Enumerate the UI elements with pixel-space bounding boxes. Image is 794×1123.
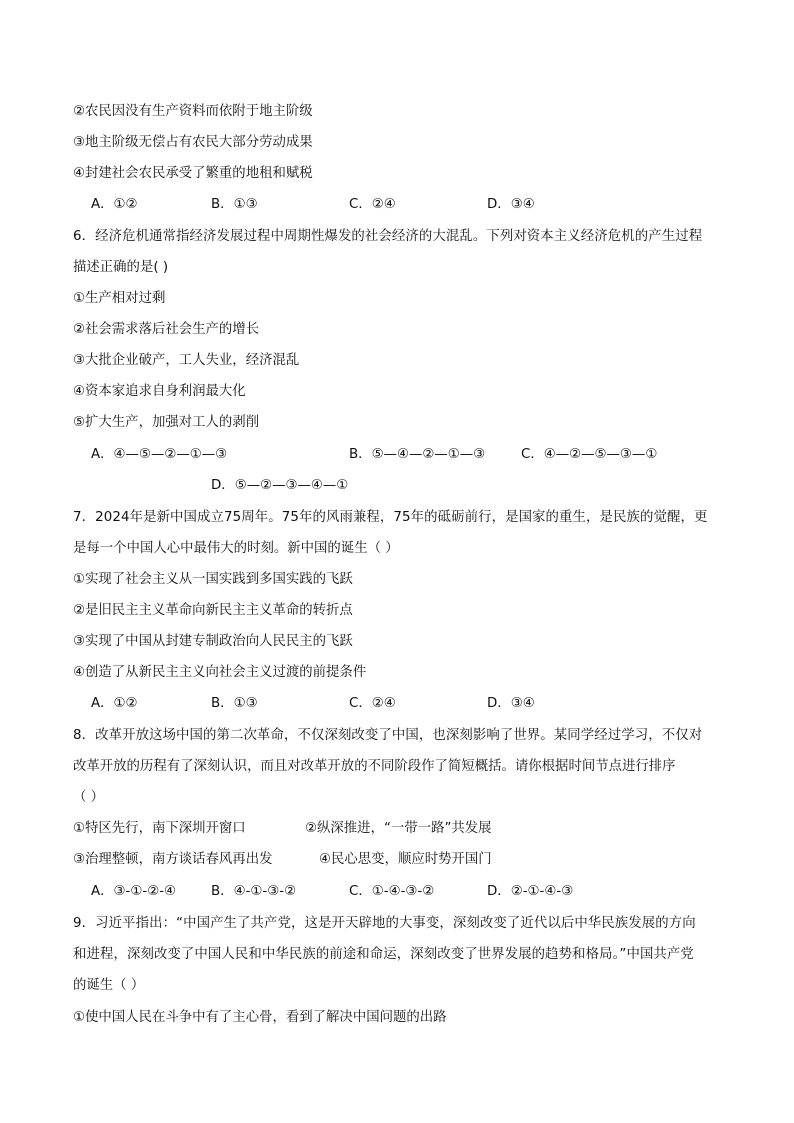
q8-stem-line-3: （ ） <box>73 790 105 805</box>
q6-option-c: C．④—②—⑤—③—① <box>521 447 658 462</box>
q8-item-3: ③治理整顿，南方谈话春风再出发 <box>73 852 273 867</box>
q5-item-3: ③地主阶级无偿占有农民大部分劳动成果 <box>73 135 313 150</box>
q6-option-d: D．⑤—②—③—④—① <box>211 478 349 493</box>
q9-stem-line-1: 9．习近平指出：“中国产生了共产党，这是开天辟地的大事变，深刻改变了近代以后中华民族发展的方向 <box>73 916 696 931</box>
q6-item-5: ⑤扩大生产，加强对工人的剥削 <box>73 415 260 430</box>
q9-stem-line-3: 的诞生（ ） <box>73 978 145 993</box>
q7-item-3: ③实现了中国从封建专制政治向人民民主的飞跃 <box>73 634 353 649</box>
q7-item-1: ①实现了社会主义从一国实践到多国实践的飞跃 <box>73 572 353 587</box>
q7-option-a: A．①② <box>91 696 138 711</box>
q8-item-1: ①特区先行，南下深圳开窗口 <box>73 821 246 836</box>
q6-item-2: ②社会需求落后社会生产的增长 <box>73 322 260 337</box>
q7-item-4: ④创造了从新民主主义向社会主义过渡的前提条件 <box>73 665 367 680</box>
q5-option-a: A．①② <box>91 197 138 212</box>
q8-option-b: B．④-①-③-② <box>211 884 297 899</box>
q9-stem-line-2: 和进程，深刻改变了中国人民和中华民族的前途和命运，深刻改变了世界发展的趋势和格局。”中国共产党 <box>73 947 694 962</box>
q7-stem-line-2: 是每一个中国人心中最伟大的时刻。新中国的诞生（ ） <box>73 541 399 556</box>
q6-item-1: ①生产相对过剩 <box>73 291 166 306</box>
q5-item-2: ②农民因没有生产资料而依附于地主阶级 <box>73 104 313 119</box>
q8-option-d: D．②-①-④-③ <box>487 884 574 899</box>
q7-option-c: C．②④ <box>349 696 396 711</box>
q8-option-c: C．①-④-③-② <box>349 884 435 899</box>
q6-option-b: B．⑤—④—②—①—③ <box>349 447 486 462</box>
q7-option-d: D．③④ <box>487 696 535 711</box>
q7-stem-line-1: 7．2024年是新中国成立75周年。75年的风雨兼程，75年的砥砺前行，是国家的重生，是民族的觉醒，更 <box>73 510 708 525</box>
q5-item-4: ④封建社会农民承受了繁重的地租和赋税 <box>73 166 313 181</box>
q8-item-2: ②纵深推进，“一带一路”共发展 <box>305 821 492 836</box>
q8-item-4: ④民心思变，顺应时势开国门 <box>319 852 492 867</box>
q6-option-a: A．④—⑤—②—①—③ <box>91 447 228 462</box>
q6-item-3: ③大批企业破产，工人失业，经济混乱 <box>73 353 300 368</box>
q5-option-d: D．③④ <box>487 197 535 212</box>
q6-stem-line-1: 6．经济危机通常指经济发展过程中周期性爆发的社会经济的大混乱。下列对资本主义经济危机的产生过程 <box>73 229 703 244</box>
q8-option-a: A．③-①-②-④ <box>91 884 177 899</box>
q7-item-2: ②是旧民主主义革命向新民主主义革命的转折点 <box>73 603 353 618</box>
q9-item-1: ①使中国人民在斗争中有了主心骨，看到了解决中国问题的出路 <box>73 1010 447 1025</box>
q8-stem-line-2: 改革开放的历程有了深刻认识，而且对改革开放的不同阶段作了简短概括。请你根据时间节点进行排序 <box>73 759 676 774</box>
q5-option-c: C．②④ <box>349 197 396 212</box>
q7-option-b: B．①③ <box>211 696 258 711</box>
q6-item-4: ④资本家追求自身利润最大化 <box>73 384 246 399</box>
q5-option-b: B．①③ <box>211 197 258 212</box>
q8-stem-line-1: 8．改革开放这场中国的第二次革命，不仅深刻改变了中国，也深刻影响了世界。某同学经过学习，不仅对 <box>73 728 703 743</box>
q6-stem-line-2: 描述正确的是( ) <box>73 260 169 275</box>
